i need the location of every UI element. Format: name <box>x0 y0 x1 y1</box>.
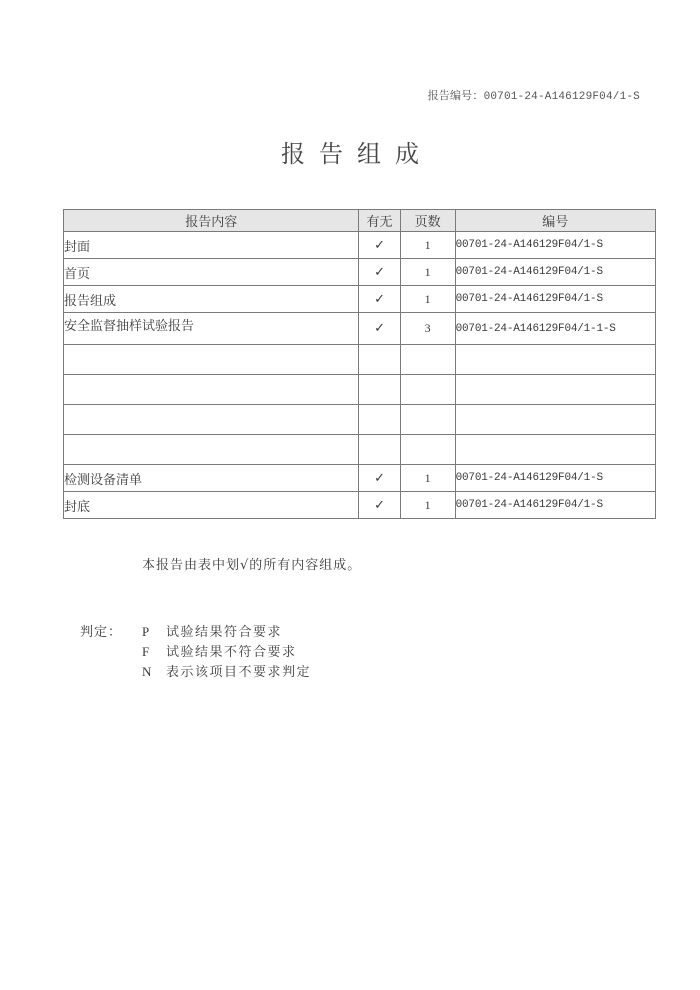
row-pages: 1 <box>400 465 455 492</box>
check-icon: ✓ <box>359 259 400 286</box>
row-pages <box>400 435 455 465</box>
table-row <box>64 286 656 313</box>
report-number <box>428 87 640 103</box>
row-code <box>455 375 655 405</box>
table-row <box>64 492 656 519</box>
composition-table <box>63 209 656 519</box>
row-pages: 1 <box>400 259 455 286</box>
column-header-pages: 页数 <box>400 210 455 232</box>
check-icon: ✓ <box>359 492 400 519</box>
row-code: 00701-24-A146129F04/1-S <box>455 232 655 259</box>
column-header-content: 报告内容 <box>64 210 359 232</box>
composition-note: 本报告由表中划√的所有内容组成。 <box>142 558 362 573</box>
table-row-empty <box>64 405 656 435</box>
row-code <box>455 405 655 435</box>
row-content <box>64 405 359 435</box>
verdict-code: P <box>142 624 151 639</box>
page-title: 报告组成 <box>281 140 433 168</box>
table-row <box>64 313 656 345</box>
column-header-present: 有无 <box>359 210 400 232</box>
verdict-code: F <box>142 644 151 659</box>
row-present <box>359 435 400 465</box>
row-content <box>64 345 359 375</box>
column-header-code: 编号 <box>455 210 655 232</box>
verdict-label: 判定： <box>80 625 123 640</box>
row-content: 报告组成 <box>64 286 359 313</box>
row-code: 00701-24-A146129F04/1-S <box>455 492 655 519</box>
row-content: 检测设备清单 <box>64 465 359 492</box>
row-content: 安全监督抽样试验报告 <box>64 313 359 345</box>
report-number-label: 报告编号： <box>427 89 484 102</box>
table-row <box>64 259 656 286</box>
row-content <box>64 375 359 405</box>
table-row-empty <box>64 375 656 405</box>
row-pages <box>400 375 455 405</box>
verdict-text: 试验结果不符合要求 <box>166 645 297 660</box>
table-row <box>64 465 656 492</box>
row-present <box>359 375 400 405</box>
row-pages: 1 <box>400 286 455 313</box>
check-icon: ✓ <box>359 313 400 345</box>
check-icon: ✓ <box>359 465 400 492</box>
row-pages: 3 <box>400 313 455 345</box>
check-icon: ✓ <box>359 286 400 313</box>
verdict-item-p <box>142 621 282 640</box>
row-pages <box>400 405 455 435</box>
row-content: 封面 <box>64 232 359 259</box>
row-code: 00701-24-A146129F04/1-1-S <box>455 313 655 345</box>
row-code: 00701-24-A146129F04/1-S <box>455 465 655 492</box>
verdict-code: N <box>142 664 153 679</box>
row-code: 00701-24-A146129F04/1-S <box>455 286 655 313</box>
table-row-empty <box>64 435 656 465</box>
table-header-row <box>64 210 656 232</box>
row-code <box>455 345 655 375</box>
row-present <box>359 405 400 435</box>
row-present <box>359 345 400 375</box>
verdict-text: 表示该项目不要求判定 <box>166 665 312 680</box>
row-content: 首页 <box>64 259 359 286</box>
row-content <box>64 435 359 465</box>
row-pages <box>400 345 455 375</box>
report-number-value: 00701-24-A146129F04/1-S <box>483 91 640 103</box>
row-code: 00701-24-A146129F04/1-S <box>455 259 655 286</box>
table-row-empty <box>64 345 656 375</box>
verdict-text: 试验结果符合要求 <box>166 625 283 640</box>
table-row <box>64 232 656 259</box>
verdict-item-n <box>142 661 311 680</box>
row-pages: 1 <box>400 492 455 519</box>
row-code <box>455 435 655 465</box>
row-pages: 1 <box>400 232 455 259</box>
check-icon: ✓ <box>359 232 400 259</box>
row-content: 封底 <box>64 492 359 519</box>
verdict-item-f <box>142 641 297 660</box>
